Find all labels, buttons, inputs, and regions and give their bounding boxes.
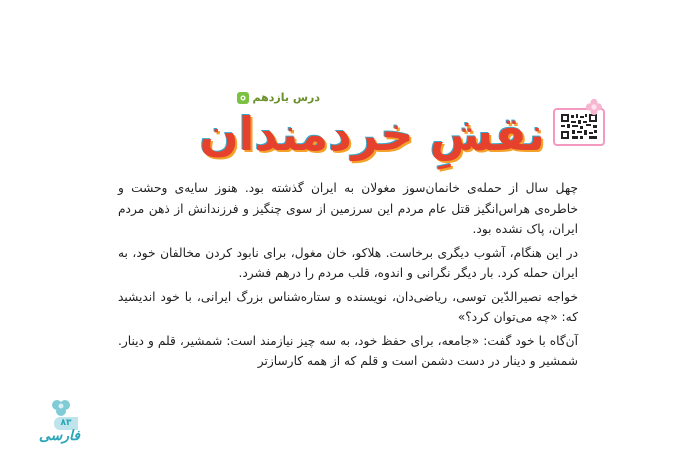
lesson-title: نقشِ خردمندان [199,107,545,161]
paragraph-3: خواجه نصیرالدّین توسی، ریاضی‌دان، نویسنده و ستاره‌شناس بزرگ ایرانی، با خود اندیشید که: «چه می‌توان کرد؟» [118,289,578,324]
page-number: ۸۳ [54,417,78,430]
paragraph-1: چهل سال از حمله‌ی خانمان‌سوز مغولان به ایران گذشته بود. هنوز سایه‌ی وحشت و خاطره‌ی هراس‌انگیز قتل عام مردم این سرزمین از سوی چنگیز و فرزندانش از ذهن مردم ایران، پاک نشده بود. [118,181,578,236]
qr-code-block[interactable] [545,98,603,148]
lesson-badge-icon [237,92,249,104]
page-badge [40,398,80,446]
qr-code-icon [560,113,598,140]
lesson-label [237,91,320,104]
lesson-body [118,178,578,372]
paragraph-2: در این هنگام، آشوب دیگری برخاست. هلاکو، خان مغول، برای نابود کردن مخالفان خود، به ایران حمله کرد. بار دیگر نگرانی و اندوه، قلب مردم را درهم فشرد. [118,245,578,280]
subject-logo: فارسی [38,428,80,444]
paragraph-4: آن‌گاه با خود گفت: «جامعه، برای حفظ خود، به سه چیز نیازمند است: شمشیر، قلم و دینار. شمشیر و دینار در دست دشمن است و قلم که از همه کارسازتر [118,333,578,368]
flower-icon [585,98,603,116]
lesson-number: درس یازدهم [252,91,320,104]
